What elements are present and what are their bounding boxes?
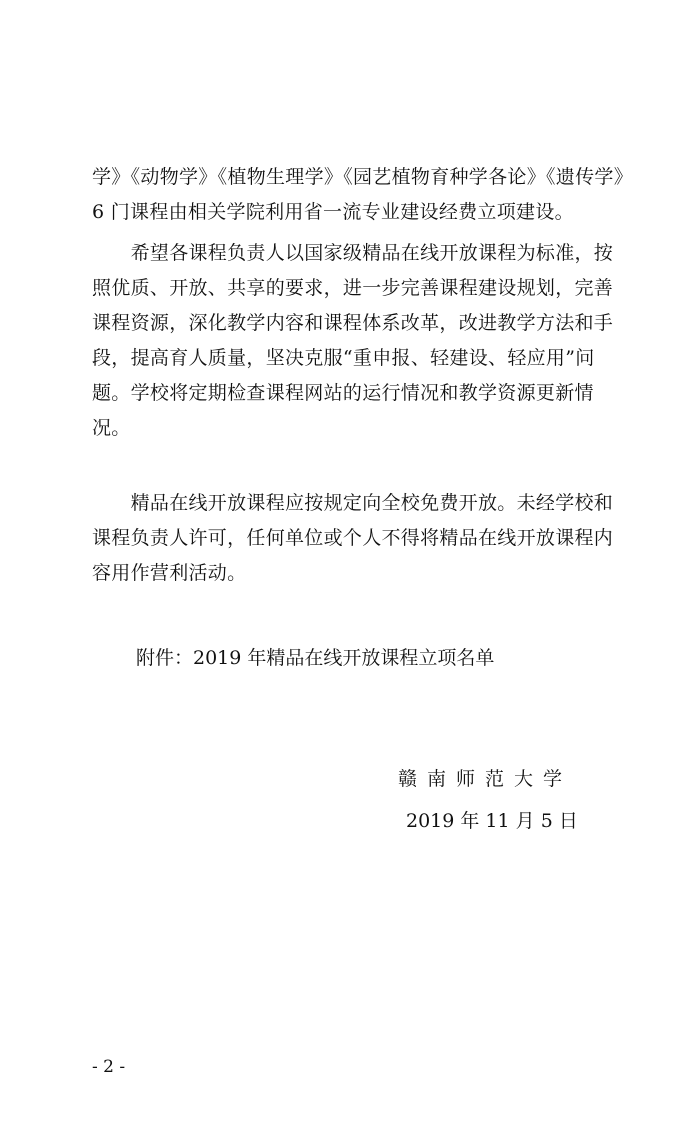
text-line: 容用作营利活动。: [92, 562, 247, 584]
paragraph-free-access: [92, 486, 614, 591]
page-number: - 2 -: [92, 1057, 126, 1077]
text-line: 题。学校将定期检查课程网站的运行情况和教学资源更新情: [92, 382, 594, 404]
paragraph-requirements: [92, 236, 614, 446]
text-line: 学》《动物学》《植物生理学》《园艺植物育种学各论》《遗传学》: [92, 166, 634, 188]
issuer-signature: 赣南师范大学: [398, 768, 573, 790]
text-line: 照优质、开放、共享的要求，进一步完善课程建设规划，完善: [92, 277, 614, 299]
paragraph-course-list-continuation: [92, 160, 634, 230]
text-line: 希望各课程负责人以国家级精品在线开放课程为标准，按: [92, 242, 614, 264]
text-line: 况。: [92, 417, 131, 439]
attachment-note: 附件：2019 年精品在线开放课程立项名单: [136, 647, 495, 669]
issue-date: 2019 年 11 月 5 日: [406, 810, 578, 832]
text-line: 课程资源，深化教学内容和课程体系改革，改进教学方法和手: [92, 312, 614, 334]
text-line: 精品在线开放课程应按规定向全校免费开放。未经学校和: [92, 492, 614, 514]
text-line: 段，提高育人质量，坚决克服“重申报、轻建设、轻应用”问: [92, 347, 595, 369]
text-line: 6 门课程由相关学院利用省一流专业建设经费立项建设。: [92, 201, 574, 223]
text-line: 课程负责人许可，任何单位或个人不得将精品在线开放课程内: [92, 527, 614, 549]
